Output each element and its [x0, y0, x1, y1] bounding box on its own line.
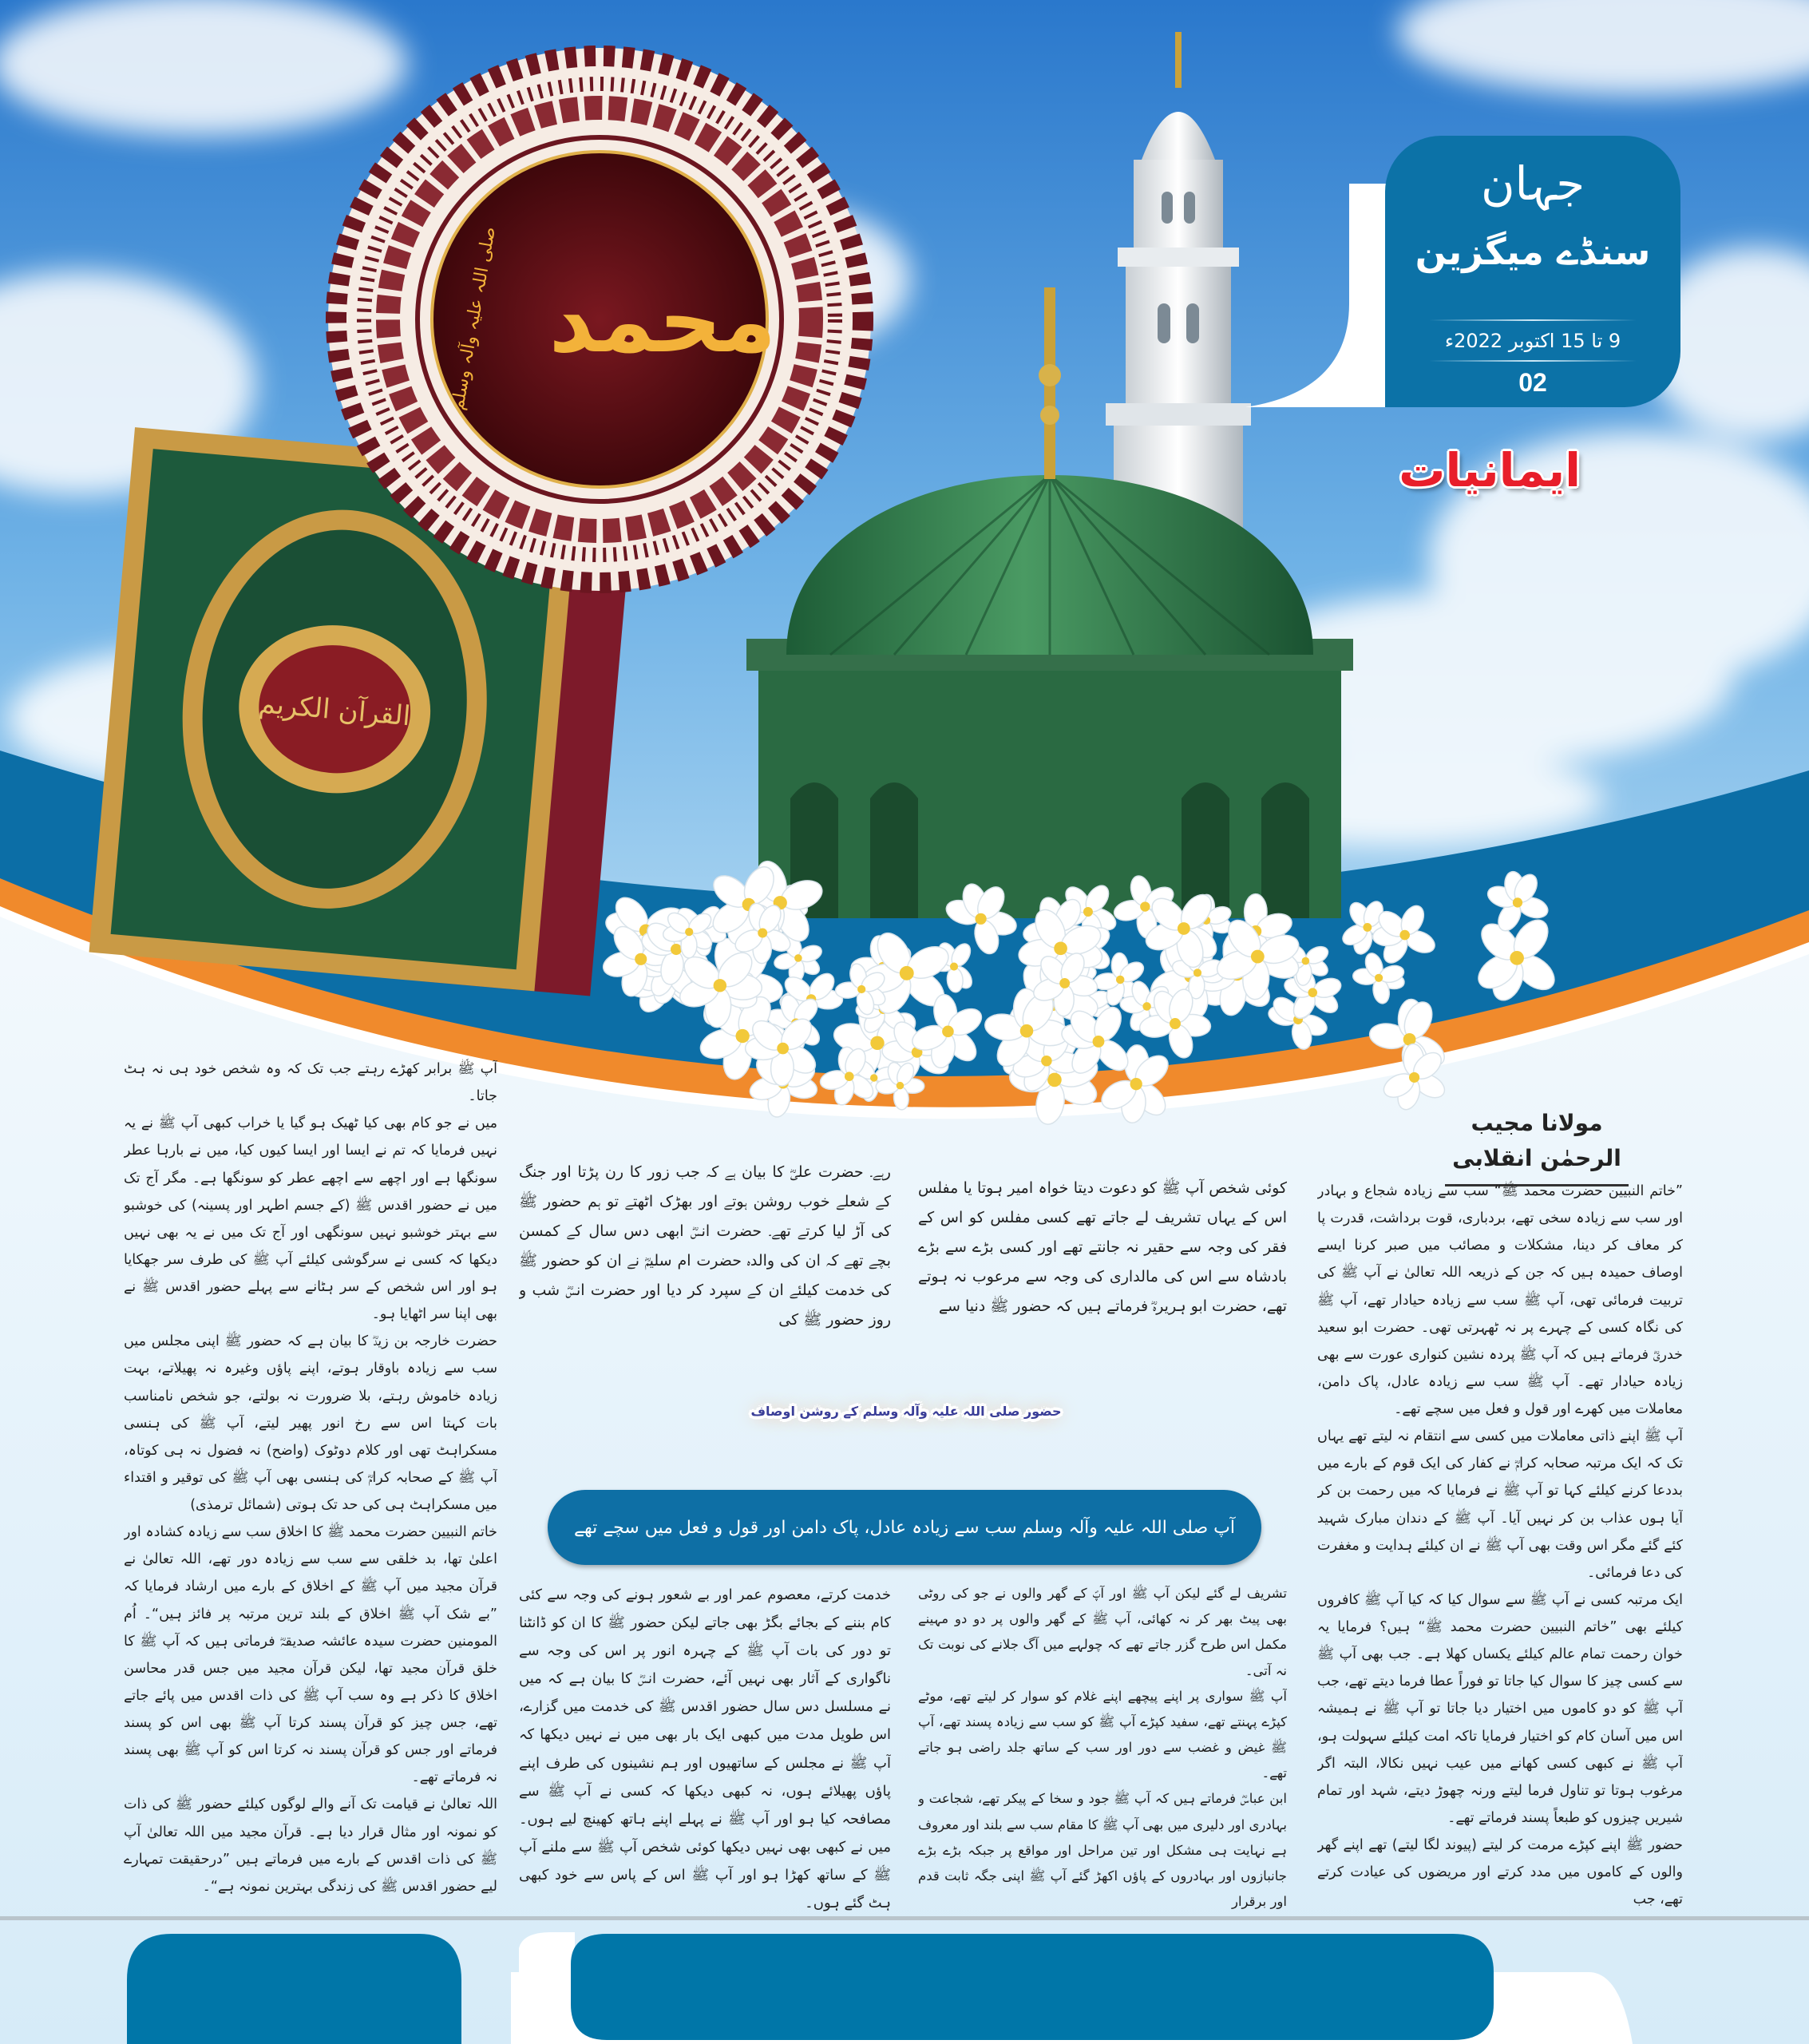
flower-center [870, 1074, 877, 1081]
masthead-divider [1429, 319, 1637, 321]
flower-center [857, 985, 865, 993]
article-paragraph: رہے۔ حضرت علیؓ کا بیان ہے کہ جب زور کا رن پڑتا اور جنگ کے شعلے خوب روشن ہوتے اور بھڑک اٹھتے تو ہم حضور ﷺ کی آڑ لیا کرتے تھے۔ حضرت انسؓ ابھی دس سال کے کمسن بچے تھے کہ ان کی والدہ حضرت ام سلیمؓ نے ان کو حضور ﷺ کی خدمت کیلئے ان کے سپرد کر دیا اور حضرت انسؓ شب و روز حضور ﷺ کی [519, 1163, 891, 1329]
flower-center [1047, 1073, 1062, 1087]
article-paragraph: آپ ﷺ سواری پر اپنے پیچھے اپنے غلام کو سوار کر لیتے تھے، موٹے کپڑے پہنتے تھے، سفید کپڑے آپ ﷺ کو سب سے زیادہ پسند تھے، آپ ﷺ غیض و غضب سے دور اور سب کے ساتھ جلد راضی ہو جاتے تھے۔ [918, 1688, 1287, 1781]
flower-center [950, 962, 958, 970]
article-column-4 [124, 1056, 497, 1916]
flower-center [1041, 1056, 1051, 1066]
flower-center [1020, 1024, 1034, 1038]
flower-center [1130, 1078, 1142, 1090]
flower-center [714, 979, 726, 992]
flower-center [1054, 941, 1067, 955]
magazine-subtitle: سنڈے میگزین [1415, 230, 1651, 273]
article-column-3-bottom [519, 1581, 891, 1916]
flower-center [758, 929, 767, 938]
flower-center [845, 1072, 854, 1081]
article-paragraph: ابن عباسؓ فرماتے ہیں کہ آپ ﷺ جود و سخا کے پیکر تھے، شجاعت و بہادری اور دلیری میں بھی آپ ﷺ کا مقام سب سے بلند اور معروف ہے نہایت ہی مشکل اور تین مراحل اور مواقع پر جبکہ بڑے بڑے جانبازوں اور بہادروں کے پاؤں اکھڑ گئے آپ ﷺ اپنی جگہ ثابت قدم اور برقرار [918, 1791, 1287, 1910]
flower-center [1302, 957, 1310, 965]
flower-center [635, 953, 647, 965]
article-paragraph: آپ ﷺ اپنے ذاتی معاملات میں کسی سے انتقام نہ لیتے تھے یہاں تک کہ ایک مرتبہ صحابہ کرامؓ نے کفار کی ایک قوم کے بارے میں بددعا کرنے کیلئے کہا تو آپ ﷺ نے فرمایا کہ میں رحمت بن کر آیا ہوں عذاب بن کر نہیں آیا۔ آپ ﷺ کے دندان مبارک شہید کئے گئے مگر اس وقت بھی آپ ﷺ نے ان کیلئے ہدایت و مغفرت کی دعا فرمائی۔ [1317, 1428, 1683, 1581]
magazine-name: جہان [1480, 156, 1585, 211]
article-paragraph: ایک مرتبہ کسی نے آپ ﷺ سے سوال کیا کہ کیا آپ ﷺ کافروں کیلئے بھی ”خاتم النبیین حضرت محمد ﷺ“ ہیں؟ فرمایا یہ خوان رحمت تمام عالم کیلئے یکساں کھلا ہے۔ جب بھی آپ ﷺ سے کسی چیز کا سوال کیا جاتا تو فوراً عطا فرما دیتے تھے، جب آپ ﷺ کو دو کاموں میں اختیار دیا جاتا تو آپ ﷺ نے ہمیشہ اس میں آسان کام کو اختیار فرمایا تاکہ امت کیلئے سہولت ہو، آپ ﷺ نے کبھی کسی کھانے میں عیب نہیں نکالا، البتہ اگر مرغوب ہوتا تو تناول فرما لیتے ورنہ چھوڑ دیتے، شہد اور تمام شیریں چیزوں کو طبعاً پسند فرماتے تھے۔ [1317, 1591, 1683, 1826]
subtitle-banner [548, 1490, 1261, 1565]
page-number: 02 [1518, 368, 1547, 397]
article-paragraph: میں نے جو کام بھی کیا ٹھیک ہو گیا یا خراب کبھی آپ ﷺ نے یہ نہیں فرمایا کہ تم نے ایسا اور ایسا کیوں کیا، میں نے بارہا عطر سونگھا ہے اور اچھے سے اچھے عطر کو سونگھا ہے۔ مگر آج تک میں نے حضور اقدس ﷺ (کے جسم اطہر اور پسینہ) کی خوشبو سے بہتر خوشبو نہیں سونگھی اور آج تک میں نے یہ بھی نہیں دیکھا کہ کسی نے سرگوشی کیلئے آپ ﷺ کی طرف سر جھکایا ہو اور اس شخص کے سر ہٹانے سے پہلے حضور اقدس ﷺ نے بھی اپنا سر اٹھایا ہو۔ [124, 1115, 497, 1323]
article-paragraph: اللہ تعالیٰ نے قیامت تک آنے والے لوگوں کیلئے حضور ﷺ کی ذات کو نمونہ اور مثال قرار دیا ہے۔ قرآن مجید میں اللہ تعالیٰ آپ ﷺ کی ذات اقدس کے بارے میں فرماتے ہیں ”درحقیقت تمہارے لیے حضور اقدس ﷺ کی زندگی بہترین نمونہ ہے“۔ [124, 1796, 497, 1895]
article-paragraph: حضور ﷺ اپنے کپڑے مرمت کر لیتے (پیوند لگا لیتے) تھے اپنے گھر والوں کے کاموں میں مدد کرتے اور مریضوں کی عیادت کرتے تھے، جب [1317, 1837, 1683, 1908]
flower-center [1375, 974, 1383, 982]
article-column-2-bottom [918, 1581, 1287, 1916]
article-paragraph: خدمت کرتے، معصوم عمر اور بے شعور ہونے کی وجہ سے کئی کام بننے کے بجائے بگڑ بھی جاتے لیکن حضور ﷺ کا ان کو ڈانٹنا تو دور کی بات آپ ﷺ کے چہرہ انور پر اس کی وجہ سے ناگواری کے آثار بھی نہیں آئے، حضرت انسؓ کا بیان ہے کہ میں نے مسلسل دس سال حضور اقدس ﷺ کی خدمت میں گزارے، اس طویل مدت میں کبھی ایک بار بھی میں نے نہیں دیکھا کہ آپ ﷺ نے مجلس کے ساتھیوں اور ہم نشینوں کی طرف اپنے پاؤں پھیلائے ہوں، نہ کبھی دیکھا کہ کسی نے آپ ﷺ سے مصافحہ کیا ہو اور آپ ﷺ نے پہلے اپنے ہاتھ کھینچ لیے ہوں۔ میں نے کبھی بھی نہیں دیکھا کوئی شخص آپ ﷺ سے ملنے آپ ﷺ کے ساتھ کھڑا ہو اور آپ ﷺ اس کے پاس سے خود کبھی ہٹ گئے ہوں۔ [519, 1586, 891, 1912]
section-label: ایمانیات [1399, 443, 1581, 497]
article-subtitle: آپ صلی اللہ علیہ وآلہ وسلم سب سے زیادہ عادل، پاک دامن اور قول و فعل میں سچے تھے [574, 1517, 1235, 1538]
footer-divider [0, 1916, 1809, 1920]
flower-center [1140, 901, 1150, 911]
flower-center [1363, 923, 1372, 932]
flower-center [1308, 988, 1318, 997]
flower-center [1170, 1018, 1181, 1029]
flower-center [794, 954, 802, 962]
article-paragraph: آپ ﷺ برابر کھڑے رہتے جب تک کہ وہ شخص خود ہی نہ ہٹ جاتا۔ [124, 1061, 497, 1105]
flower-center [900, 966, 914, 980]
flower-center [897, 1082, 904, 1089]
article-column-3-top [519, 1158, 891, 1333]
article-paragraph: ”خاتم النبیین حضرت محمد ﷺ“ سب سے زیادہ شجاع و بہادر اور سب سے زیادہ سخی تھے، بردباری، قوت برداشت، قدرت پا کر معاف کر دینا، مشکلات و مصائب میں صبر کرنا ایسے اوصاف حمیدہ ہیں کہ جن کے ذریعہ اللہ تعالیٰ نے آپ ﷺ کی تربیت فرمائی تھی، آپ ﷺ سب سے زیادہ حیادار تھے، آپ ﷺ کی نگاہ کسی کے چہرے پر نہ ٹھہرتی تھی۔ حضرت ابو سعید خدریؓ فرماتے ہیں کہ آپ ﷺ پردہ نشین کنواری عورت سے بھی زیادہ حیادار تھے۔ آپ ﷺ سب سے زیادہ عادل، پاک دامن، معاملات میں کھرے اور قول و فعل میں سچے تھے۔ [1317, 1183, 1683, 1417]
flower-center [685, 928, 693, 936]
article-column-1 [1317, 1178, 1683, 1916]
medallion-salutation: صلی اللہ علیہ وآلہ وسلم [448, 225, 501, 412]
flower-center [735, 1029, 749, 1043]
flower-center [1193, 969, 1201, 976]
flower-center [1510, 951, 1524, 965]
article-paragraph: خاتم النبیین حضرت محمد ﷺ کا اخلاق سب سے زیادہ کشادہ اور اعلیٰ تھا، بد خلقی سے سب سے زیادہ دور تھے، اللہ تعالیٰ نے قرآن مجید میں آپ ﷺ کے اخلاق کے بارے میں ارشاد فرمایا کہ ”بے شک آپ ﷺ اخلاق کے بلند ترین مرتبہ پر فائز ہیں“۔ اُم المومنین حضرت سیدہ عائشہ صدیقہؓ فرماتی ہیں کہ آپ ﷺ کا خلق قرآن مجید تھا، لیکن قرآن مجید میں جس قدر محاسن اخلاق کا ذکر ہے وہ سب آپ ﷺ کی ذات اقدس میں پائے جاتے تھے، جس چیز کو قرآن پسند کرتا آپ ﷺ بھی اس کو پسند فرماتے اور جس کو قرآن پسند نہ کرتا اس کو آپ ﷺ بھی پسند نہ فرماتے تھے۔ [124, 1524, 497, 1786]
medallion-name: محمد [548, 270, 777, 372]
flower-center [1083, 907, 1093, 917]
flower-center [1142, 1002, 1151, 1011]
article-paragraph: کوئی شخص آپ ﷺ کو دعوت دیتا خواہ امیر ہوتا یا مفلس اس کے یہاں تشریف لے جاتے تھے کسی مفلس کو اس کے فقر کی وجہ سے حقیر نہ جانتے تھے اور کسی بڑے سے بڑے بادشاہ سے اس کی مالداری کی وجہ سے مرعوب نہ ہوتے تھے، حضرت ابو ہریرہؓ فرماتے ہیں کہ حضور ﷺ دنیا سے [918, 1179, 1287, 1316]
flower-center [1178, 922, 1190, 935]
flower-center [1059, 978, 1070, 988]
flower-center [1116, 976, 1124, 984]
flower-center [1399, 930, 1410, 941]
calligraphy-medallion [328, 48, 871, 591]
footer-decoration [127, 1932, 1633, 2044]
article-paragraph: تشریف لے گئے لیکن آپ ﷺ اور آپؐ کے گھر والوں نے جو کی روٹی بھی پیٹ بھر کر نہ کھائی، آپ ﷺ کے گھر والوں پر دو دو مہینے مکمل اس طرح گزر جاتے تھے کہ چولہے میں آگ جلانے کی نوبت تک نہ آتی۔ [918, 1586, 1287, 1678]
masthead-divider [1429, 360, 1637, 362]
article-title: حضور صلی اللہ علیہ وآلہ وسلم کے روشن اوصاف [750, 1404, 1062, 1419]
flower-center [671, 944, 682, 955]
author-byline: مولانا مجیب الرحمٰن انقلابی [1445, 1106, 1629, 1186]
quran-cover-text: القرآن الکریم [257, 687, 412, 733]
flower-center [1409, 1072, 1419, 1083]
flower-center [1251, 950, 1265, 964]
article-column-2-top [918, 1174, 1287, 1333]
flower-center [777, 1043, 789, 1055]
flower-center [1093, 1036, 1105, 1048]
issue-date: 9 تا 15 اکتوبر 2022ء [1444, 330, 1621, 352]
article-paragraph: حضرت خارجہ بن زیدؓ کا بیان ہے کہ حضور ﷺ اپنی مجلس میں سب سے زیادہ باوقار ہوتے، اپنے پاؤں وغیرہ نہ پھیلاتے، بہت زیادہ خاموش رہتے، بلا ضرورت نہ بولتے، جو شخص نامناسب بات کہتا اس سے رخ انور پھیر لیتے، آپ ﷺ کی ہنسی مسکراہٹ تھی اور کلام دوٹوک (واضح) نہ فضول نہ ہی کوتاہ، آپ ﷺ کے صحابہ کرامؓ کی ہنسی بھی آپ ﷺ کی توقیر و اقتداء میں مسکراہٹ ہی کی حد تک ہوتی (شمائل ترمذی) [124, 1333, 497, 1513]
flower-center [975, 913, 986, 925]
flower-center [942, 1026, 954, 1038]
flower-center [1513, 897, 1522, 907]
